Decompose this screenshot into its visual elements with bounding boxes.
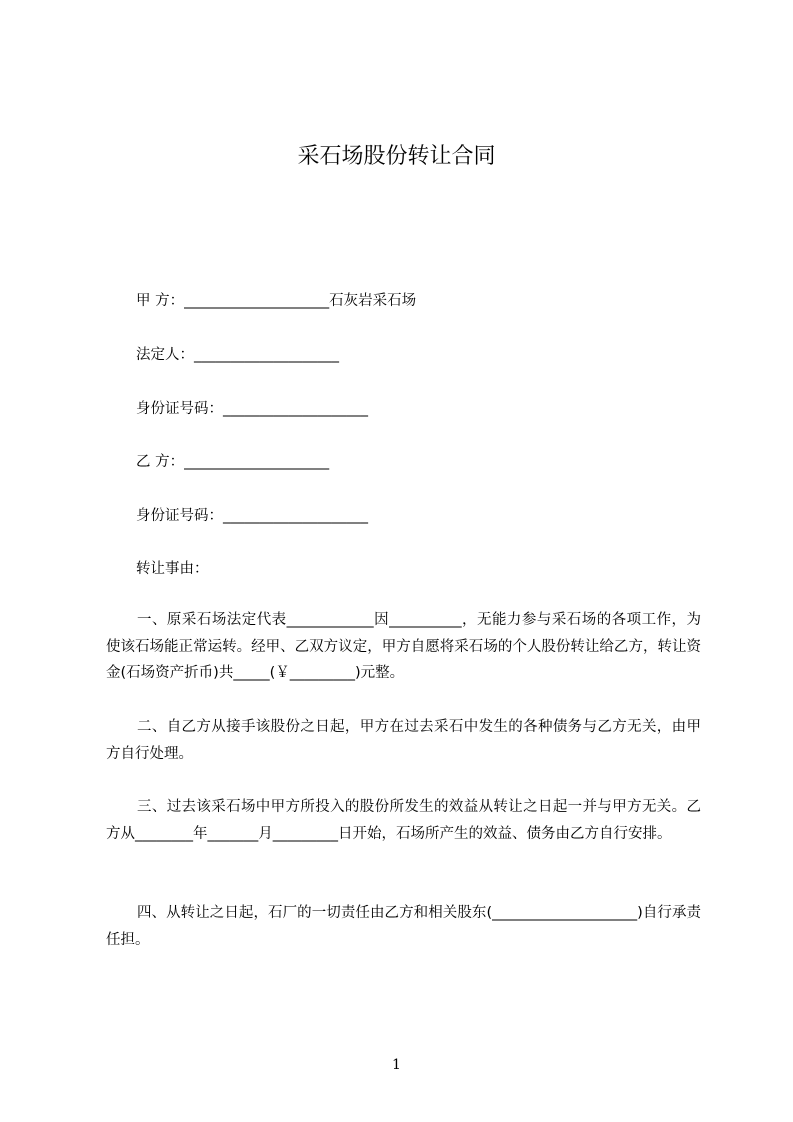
party-b-field: 乙 方：____________________ — [136, 454, 330, 470]
party-a-id-number-field: 身份证号码：____________________ — [136, 401, 368, 417]
document-title: 采石场股份转让合同 — [297, 144, 496, 169]
clause-1: 一、原采石场法定代表____________因__________，无能力参与采石场的各项工作，为使该石场能正常运转。经甲、乙双方议定，甲方自愿将采石场的个人股份转让给乙方，转让资金(石场资产折币)共_____(￥_________)元整。 — [106, 612, 701, 681]
party-a-field: 甲 方：____________________石灰岩采石场 — [136, 293, 417, 309]
clause-3: 三、过去该采石场中甲方所投入的股份所发生的效益从转让之日起一并与甲方无关。乙方从________年_______月_________日开始，石场所产生的效益、债务由乙方自行安排。 — [106, 799, 701, 842]
legal-representative-field: 法定人：____________________ — [136, 347, 339, 363]
clause-2: 二、自乙方从接手该股份之日起，甲方在过去采石中发生的各种债务与乙方无关，由甲方自行处理。 — [106, 719, 701, 762]
clause-4: 四、从转让之日起，石厂的一切责任由乙方和相关股东(____________________)自行承责任担。 — [106, 905, 701, 948]
page-number: 1 — [392, 1057, 401, 1073]
party-b-id-number-field: 身份证号码：____________________ — [136, 508, 368, 524]
transfer-reason-heading: 转让事由： — [136, 561, 209, 577]
